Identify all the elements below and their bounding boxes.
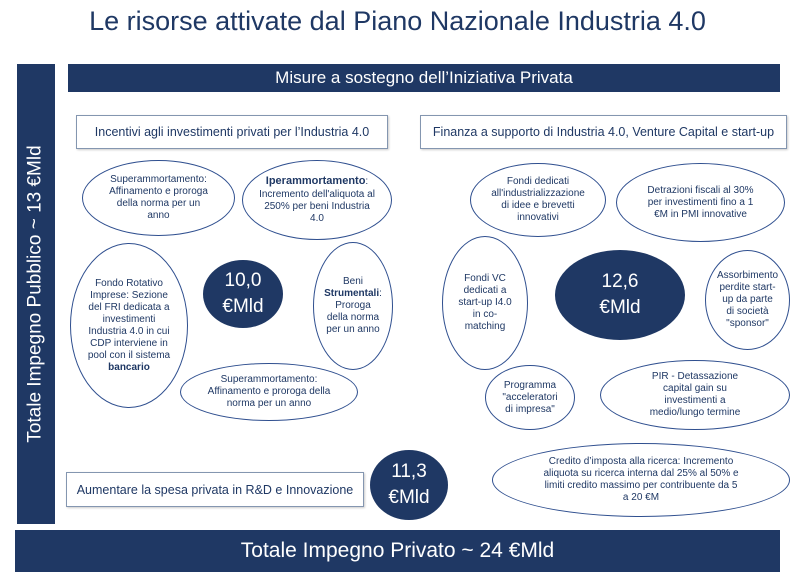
public-commitment-bar xyxy=(17,64,55,524)
slide-title: Le risorse attivate dal Piano Nazionale Industria 4.0 xyxy=(89,6,706,36)
superammortamento-ellipse: Superammortamento: Affinamento e proroga della norma per un anno xyxy=(82,160,235,236)
finanza-box: Finanza a supporto di Industria 4.0, Venture Capital e start-up xyxy=(420,115,787,149)
private-commitment-bar: Totale Impegno Privato ~ 24 €Mld xyxy=(15,530,780,572)
beni-text: : Proroga della norma per un anno xyxy=(326,288,382,335)
ricerca-total xyxy=(370,450,448,520)
beni-strumentali-ellipse xyxy=(313,242,393,370)
iperammortamento-ellipse xyxy=(242,160,392,240)
programma-ellipse: Programma "acceleratori di impresa" xyxy=(485,365,575,430)
incentivi-box: Incentivi agli investimenti privati per l’Industria 4.0 xyxy=(76,115,388,149)
total-unit: €Mld xyxy=(599,297,641,318)
incentivi-total xyxy=(203,260,283,328)
pir-ellipse: PIR - Detassazione capital gain su investimenti a medio/lungo termine xyxy=(600,360,790,430)
beni-bold: Strumentali xyxy=(324,288,380,299)
superammortamento-2-ellipse: Superammortamento: Affinamento e proroga della norma per un anno xyxy=(180,363,358,421)
total-unit: €Mld xyxy=(388,487,430,508)
public-commitment-label: Totale Impegno Pubblico ~ 13 €Mld xyxy=(25,145,46,443)
measures-header: Misure a sostegno dell’Iniziativa Privata xyxy=(68,64,780,92)
fondi-vc-ellipse: Fondi VC dedicati a start-up I4.0 in co-matching xyxy=(442,236,528,370)
ricerca-box: Aumentare la spesa privata in R&D e Innovazione xyxy=(66,472,364,507)
total-unit: €Mld xyxy=(222,296,264,317)
fondo-text: Fondo Rotativo Imprese: Sezione del FRI dedicata a investimenti Industria 4.0 in cui CDP interviene in pool con il sistema xyxy=(87,277,171,361)
assorbimento-ellipse: Assorbimento perdite start-up da parte di società "sponsor" xyxy=(705,250,790,350)
iper-text: : Incremento dell'aliquota al 250% per beni Industria 4.0 xyxy=(259,176,375,224)
fondo-rotativo-ellipse xyxy=(70,243,188,408)
iper-bold: Iperammortamento xyxy=(265,175,366,188)
total-value: 11,3 xyxy=(391,461,427,483)
finanza-total xyxy=(555,250,685,340)
fondo-bold: bancario xyxy=(108,361,150,373)
detrazioni-ellipse: Detrazioni fiscali al 30% per investimenti fino a 1 €M in PMI innovative xyxy=(616,163,785,242)
total-value: 12,6 xyxy=(601,271,639,293)
beni-pre: Beni xyxy=(342,276,363,287)
credito-ellipse: Credito d’imposta alla ricerca: Incremento aliquota su ricerca interna dal 25% al 50% e limiti credito massimo per contribuente da 5 a 20 €M xyxy=(492,443,790,517)
fondi-dedicati-ellipse: Fondi dedicati all'industrializzazione di idee e brevetti innovativi xyxy=(470,163,606,237)
total-value: 10,0 xyxy=(224,270,262,292)
